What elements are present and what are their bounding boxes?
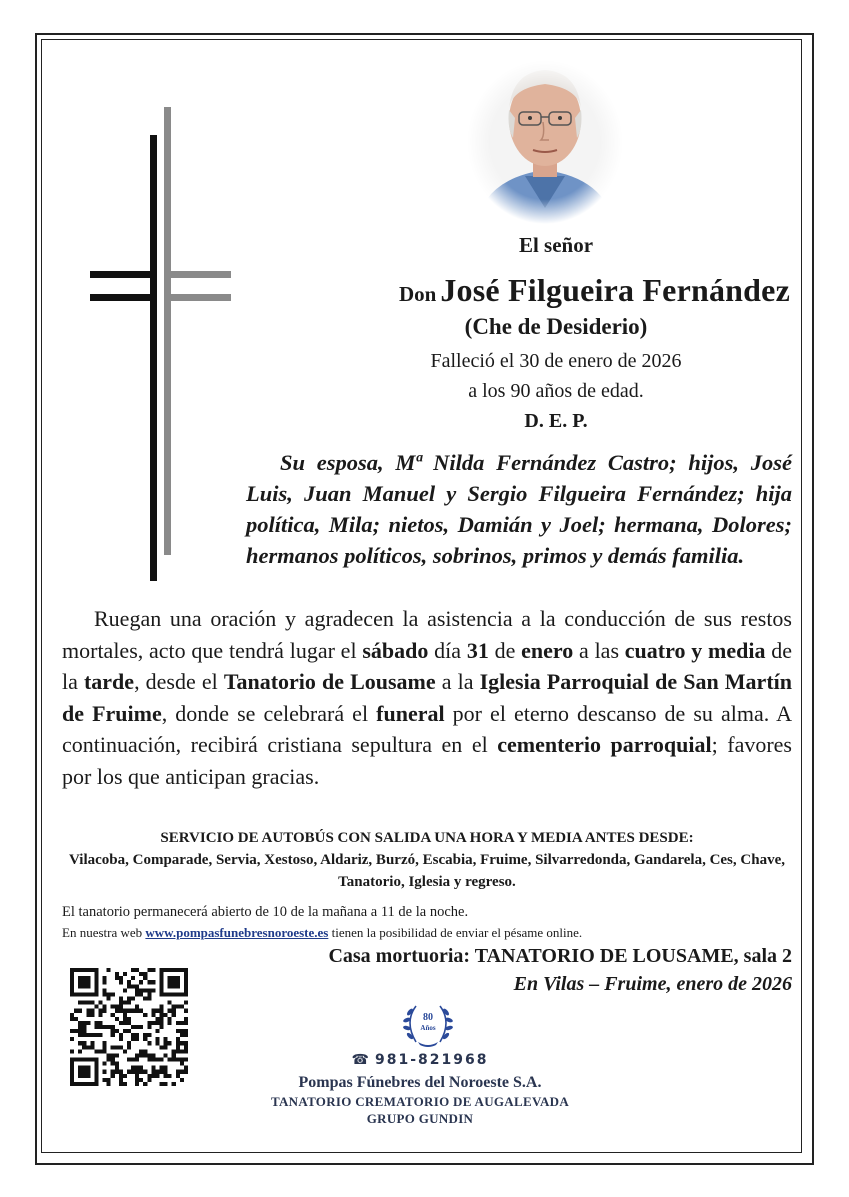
deceased-name: José Filgueira Fernández <box>440 272 790 308</box>
family-list <box>246 447 792 571</box>
phone-icon: ☎ <box>351 1052 371 1068</box>
death-date: Falleció el 30 de enero de 2026 <box>430 350 682 372</box>
bus-heading: SERVICIO DE AUTOBÚS CON SALIDA UNA HORA Y MEDIA ANTES DESDE: <box>160 830 694 846</box>
grupo-name: GRUPO GUNDIN <box>366 1111 474 1126</box>
bus-stops: Vilacoba, Comparade, Servia, Xestoso, Aldariz, Burzó, Escabia, Fruime, Silvarredonda, Gandarela, Ces, Chave, Tanatorio, Iglesia y regreso. <box>69 852 785 890</box>
title-prefix: El señor <box>518 233 594 257</box>
tanatorio-hours: El tanatorio permanecerá abierto de 10 de la mañana a 11 de la noche. <box>62 904 469 920</box>
family-text: Su esposa, Mª Nilda Fernández Castro; hijos, José Luis, Juan Manuel y Sergio Filgueira Fernández; hija política, Mila; nietos, Damián y Joel; hermana, Dolores; hermanos políticos, sobrinos, primos y demás familia. <box>246 450 792 568</box>
bus-service <box>62 827 792 893</box>
svg-text:80: 80 <box>423 1012 433 1023</box>
age-line: a los 90 años de edad. <box>468 380 644 402</box>
laurel-logo-icon <box>398 998 458 1050</box>
deceased-name-row <box>250 272 790 309</box>
deceased-alias: (Che de Desiderio) <box>464 314 648 339</box>
honorific: Don <box>399 282 437 306</box>
qr-code-icon[interactable] <box>70 968 188 1086</box>
web-line: En nuestra web www.pompasfunebresnoroeste.es tienen la posibilidad de enviar el pésame online. <box>62 925 583 940</box>
casa-mortuoria: Casa mortuoria: TANATORIO DE LOUSAME, sala 2 <box>328 945 792 967</box>
svg-text:Años: Años <box>420 1024 436 1032</box>
dep: D. E. P. <box>524 410 588 432</box>
ceremony-text: Ruegan una oración y agradecen la asistencia a la conducción de sus restos mortales, acto que tendrá lugar el sábado día 31 de enero a las cuatro y media de la tarde, desde el Tanatorio de Lousame a la Iglesia Parroquial de San Martín de Fruime, donde se celebrará el funeral por el eterno descanso de su alma. A continuación, recibirá cristiana sepultura en el cementerio parroquial; favores por los que anticipan gracias. <box>62 606 793 789</box>
company-name: Pompas Fúnebres del Noroeste S.A. <box>298 1074 542 1091</box>
place-date: En Vilas – Fruime, enero de 2026 <box>513 973 792 995</box>
website-link[interactable]: www.pompasfunebresnoroeste.es <box>145 925 329 940</box>
cross-icon <box>85 105 235 585</box>
portrait-photo <box>465 58 625 226</box>
tanatorio-crematorio: TANATORIO CREMATORIO DE AUGALEVADA <box>270 1094 570 1109</box>
phone-number[interactable]: ☎ 981-821968 <box>351 1052 489 1068</box>
